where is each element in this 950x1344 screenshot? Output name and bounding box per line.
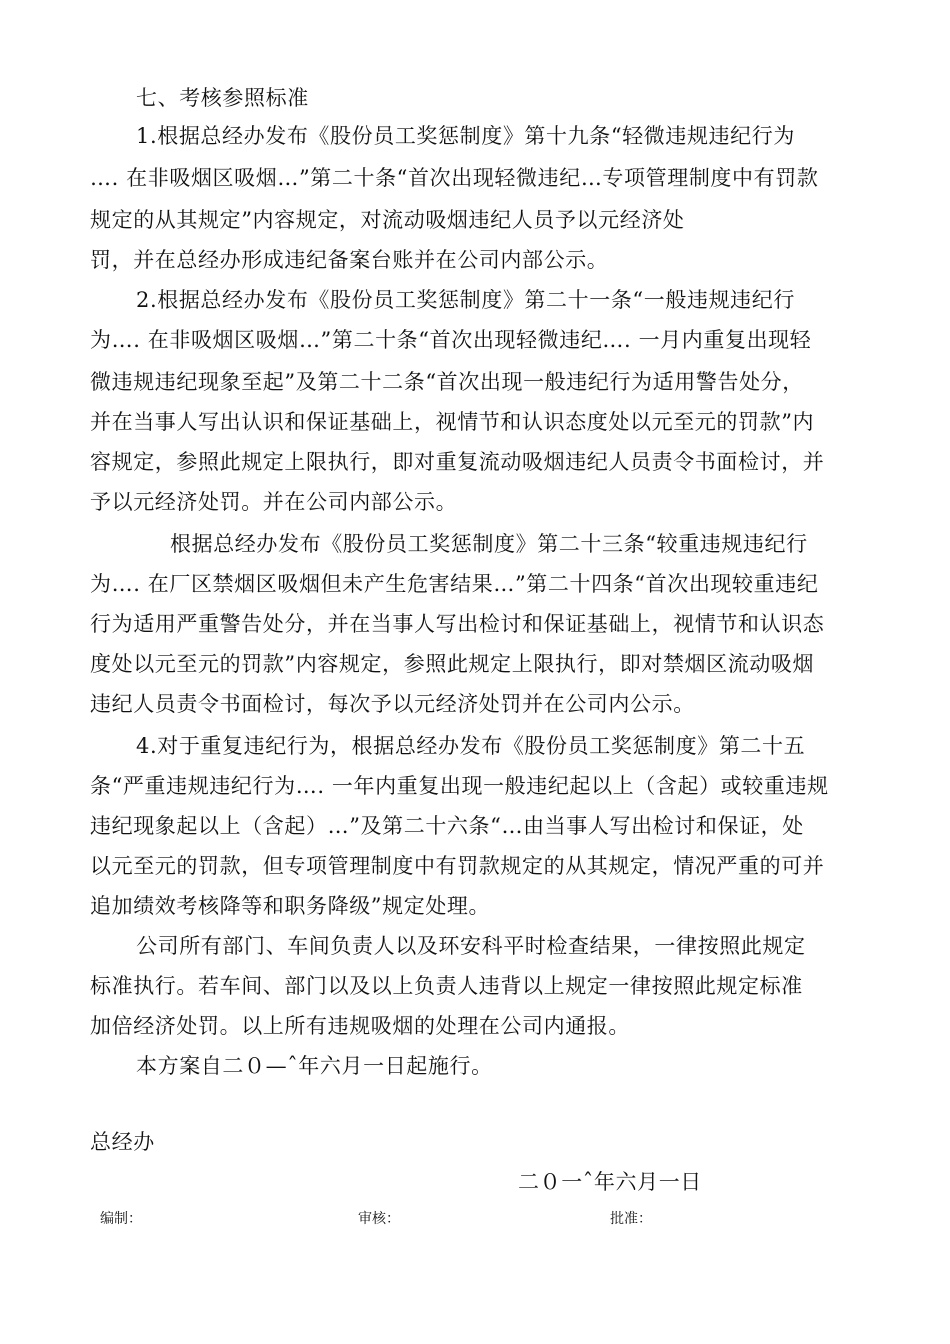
paragraph-5-line-2: 标准执行。若车间、部门以及以上负责人违背以上规定一律按照此规定标准: [90, 974, 803, 998]
paragraph-2-line-4: 并在当事人写出认识和保证基础上，视情节和认识态度处以元至元的罚款”内: [90, 410, 815, 434]
prepared-by-label: 编制：: [100, 1211, 142, 1227]
approved-by-label: 批准：: [610, 1211, 652, 1227]
paragraph-3-line-3: 行为适用严重警告处分，并在当事人写出检讨和保证基础上，视情节和认识态: [90, 612, 825, 636]
paragraph-3-line-2: 为…. 在厂区禁烟区吸烟但未产生危害结果…”第二十四条“首次出现较重违纪: [90, 572, 819, 596]
paragraph-1-line-4: 罚，并在总经办形成违纪备案台账并在公司内部公示。: [90, 248, 609, 272]
paragraph-5-line-3: 加倍经济处罚。以上所有违规吸烟的处理在公司内通报。: [90, 1014, 630, 1038]
section-heading: 七、考核参照标准: [136, 86, 309, 110]
paragraph-4-line-5: 追加绩效考核降等和职务降级”规定处理。: [90, 894, 491, 918]
paragraph-2-line-1: 2.根据总经办发布《股份员工奖惩制度》第二十一条“一般违规违纪行: [136, 288, 795, 312]
paragraph-4-line-4: 以元至元的罚款，但专项管理制度中有罚款规定的从其规定，情况严重的可并: [90, 854, 825, 878]
reviewed-by-label: 审核：: [358, 1211, 400, 1227]
paragraph-1-line-2: …. 在非吸烟区吸烟…”第二十条“首次出现轻微违纪…专项管理制度中有罚款: [90, 166, 819, 190]
effective-date-statement: 本方案自二０—ˆ年六月一日起施行。: [136, 1054, 493, 1078]
paragraph-1-line-1: 1.根据总经办发布《股份员工奖惩制度》第十九条“轻微违规违纪行为: [136, 124, 795, 148]
paragraph-4-line-2: 条“严重违规违纪行为…. 一年内重复出现一般违纪起以上（含起）或较重违规: [90, 774, 829, 798]
paragraph-4-line-1: 4.对于重复违纪行为，根据总经办发布《股份员工奖惩制度》第二十五: [136, 734, 806, 758]
paragraph-2-line-5: 容规定，参照此规定上限执行，即对重复流动吸烟违纪人员责令书面检讨，并: [90, 450, 825, 474]
issue-date: 二０一ˆ年六月一日: [518, 1170, 702, 1194]
paragraph-2-line-6: 予以元经济处罚。并在公司内部公示。: [90, 490, 458, 514]
paragraph-4-line-3: 违纪现象起以上（含起）…”及第二十六条“…由当事人写出检讨和保证，处: [90, 814, 804, 838]
paragraph-1-line-3: 规定的从其规定”内容规定，对流动吸烟违纪人员予以元经济处: [90, 208, 685, 232]
paragraph-3-line-4: 度处以元至元的罚款”内容规定，参照此规定上限执行，即对禁烟区流动吸烟: [90, 652, 815, 676]
paragraph-3-line-1: 根据总经办发布《股份员工奖惩制度》第二十三条“较重违规违纪行: [170, 532, 808, 556]
paragraph-2-line-3: 微违规违纪现象至起”及第二十二条“首次出现一般违纪行为适用警告处分，: [90, 370, 804, 394]
paragraph-3-line-5: 违纪人员责令书面检讨，每次予以元经济处罚并在公司内公示。: [90, 692, 695, 716]
paragraph-5-line-1: 公司所有部门、车间负责人以及环安科平时检查结果，一律按照此规定: [136, 934, 806, 958]
issuer: 总经办: [90, 1130, 155, 1154]
paragraph-2-line-2: 为…. 在非吸烟区吸烟…”第二十条“首次出现轻微违纪…. 一月内重复出现轻: [90, 328, 812, 352]
